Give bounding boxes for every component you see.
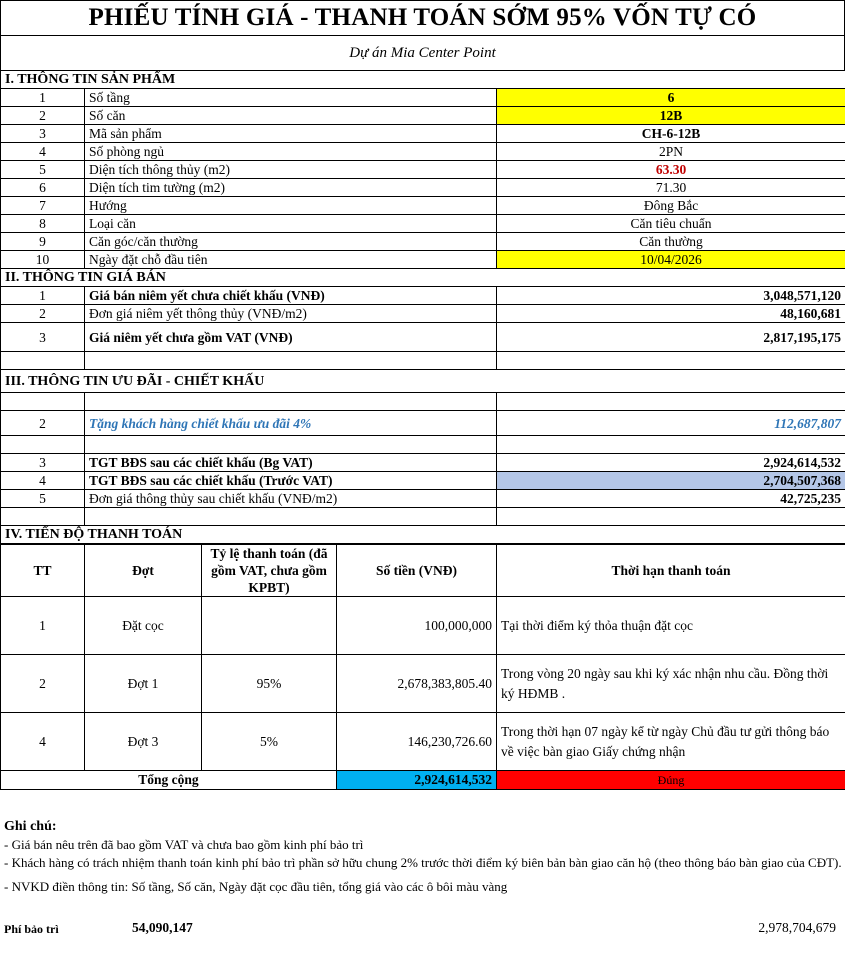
page-title: PHIẾU TÍNH GIÁ - THANH TOÁN SỚM 95% VỐN TỰ CÓ [0,0,845,35]
table-row: 2 Đơn giá niêm yết thông thủy (VNĐ/m2) 48,160,681 [1,305,845,323]
table-row: 7 Hướng Đông Bắc [1,197,845,215]
unit-input[interactable]: 12B [497,107,845,125]
first-booking-date-input[interactable]: 10/04/2026 [497,251,845,269]
fee-label: Phí bảo trì [4,922,59,936]
floor-input[interactable]: 6 [497,89,845,107]
maintenance-fee-row [4,920,842,940]
table-row: 5 Đơn giá thông thủy sau chiết khấu (VNĐ/m2) 42,725,235 [1,490,845,508]
table-row: 2 Đợt 1 95% 2,678,383,805.40 Trong vòng 20 ngày sau khi ký xác nhận nhu cầu. Đồng thời ký HĐMB . [1,655,845,713]
table-row: 2 Tặng khách hàng chiết khấu ưu đãi 4% 112,687,807 [1,411,845,436]
total-amount: 2,924,614,532 [337,771,497,790]
blank-row [1,352,845,370]
table-row: 9 Căn góc/căn thường Căn thường [1,233,845,251]
blank-row [1,393,845,411]
table-header-row: TT Đợt Tỷ lệ thanh toán (đã gồm VAT, chưa gồm KPBT) Số tiền (VNĐ) Thời hạn thanh toán [1,545,845,597]
table-row: 8 Loại căn Căn tiêu chuẩn [1,215,845,233]
table-row: 3 Giá niêm yết chưa gồm VAT (VNĐ) 2,817,195,175 [1,323,845,352]
table-row: 6 Diện tích tim tường (m2) 71.30 [1,179,845,197]
table-row: 4 Số phòng ngủ 2PN [1,143,845,161]
section1-heading: I. THÔNG TIN SẢN PHẨM [1,71,845,89]
notes [4,818,842,896]
payment-schedule-table [0,544,845,790]
total-check-badge: Đúng [497,771,845,790]
table-row: 1 Giá bán niêm yết chưa chiết khấu (VNĐ) 3,048,571,120 [1,287,845,305]
project-subtitle: Dự án Mia Center Point [0,35,845,70]
table-row: 1 Số tầng 6 [1,89,845,107]
table-row: 5 Diện tích thông thủy (m2) 63.30 [1,161,845,179]
table-row: 4 TGT BĐS sau các chiết khấu (Trước VAT) 2,704,507,368 [1,472,845,490]
note-line: - Giá bán nêu trên đã bao gồm VAT và chưa bao gồm kinh phí bảo trì [4,837,364,852]
note-line: - Khách hàng có trách nhiệm thanh toán kinh phí bảo trì phần sở hữu chung 2% trước thời điểm ký biên bản bàn giao căn hộ (theo thông báo bàn giao của CĐT). [4,855,842,870]
total-row: Tổng cộng 2,924,614,532 Đúng [1,771,845,790]
grand-total: 2,978,704,679 [758,920,836,935]
info-table [0,70,845,544]
notes-heading: Ghi chú: [4,819,57,834]
table-row: 4 Đợt 3 5% 146,230,726.60 Trong thời hạn 07 ngày kể từ ngày Chủ đầu tư gửi thông báo về việc bàn giao Giấy chứng nhận [1,713,845,771]
table-row: 1 Đặt cọc 100,000,000 Tại thời điểm ký thỏa thuận đặt cọc [1,597,845,655]
table-row: 3 Mã sản phẩm CH-6-12B [1,125,845,143]
fee-value: 54,090,147 [132,920,193,935]
section3-heading: III. THÔNG TIN ƯU ĐÃI - CHIẾT KHẤU [1,370,845,393]
section4-heading: IV. TIẾN ĐỘ THANH TOÁN [1,526,845,544]
blank-row [1,508,845,526]
note-line: - NVKD điền thông tin: Số tầng, Số căn, Ngày đặt cọc đầu tiên, tổng giá vào các ô bôi màu vàng [4,879,508,894]
blank-row [1,436,845,454]
table-row: 3 TGT BĐS sau các chiết khấu (Bg VAT) 2,924,614,532 [1,454,845,472]
table-row: 2 Số căn 12B [1,107,845,125]
section2-heading: II. THÔNG TIN GIÁ BÁN [1,269,845,287]
table-row: 10 Ngày đặt chỗ đầu tiên 10/04/2026 [1,251,845,269]
